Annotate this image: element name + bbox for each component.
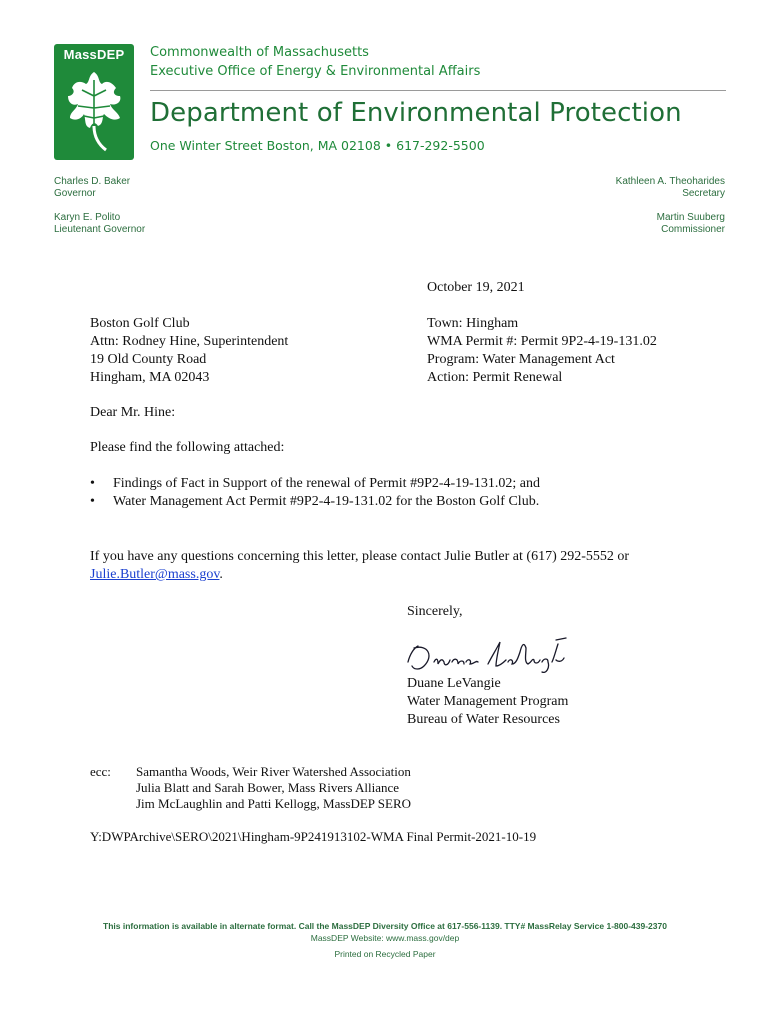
attachments-list [90, 475, 540, 511]
official-name: Kathleen A. Theoharides [615, 176, 725, 187]
official-title: Lieutenant Governor [54, 224, 146, 235]
permit-reference [427, 315, 657, 387]
bullet-icon: • [90, 476, 95, 491]
ecc-recipient: Jim McLaughlin and Patti Kellogg, MassDEP SERO [136, 796, 412, 811]
department-address: One Winter Street Boston, MA 02108 • 617-292-5500 [150, 138, 485, 153]
reference-line: Program: Water Management Act [427, 352, 615, 367]
official-lieutenant-governor [54, 212, 145, 236]
signer-name: Duane LeVangie [407, 676, 501, 691]
recycled-paper-note: Printed on Recycled Paper [334, 949, 436, 959]
official-title: Secretary [682, 188, 725, 199]
website-line: MassDEP Website: www.mass.gov/dep [310, 933, 460, 943]
signer-bureau: Bureau of Water Resources [407, 712, 560, 727]
file-path: Y:DWPArchive\SERO\2021\Hingham-9P241913102-WMA Final Permit-2021-10-19 [90, 829, 537, 844]
executive-office-line: Executive Office of Energy & Environmental Affairs [150, 64, 481, 79]
letter-date: October 19, 2021 [427, 280, 525, 295]
salutation: Dear Mr. Hine: [90, 405, 176, 420]
handwritten-signature [404, 632, 584, 674]
closing: Sincerely, [407, 604, 463, 619]
recipient-address [90, 315, 288, 387]
reference-line: Town: Hingham [427, 316, 519, 331]
bullet-icon: • [90, 494, 95, 509]
contact-end: . [219, 567, 223, 582]
commonwealth-line: Commonwealth of Massachusetts [150, 45, 369, 60]
reference-line: WMA Permit #: Permit 9P2-4-19-131.02 [427, 334, 657, 349]
official-title: Commissioner [661, 224, 725, 235]
reference-line: Action: Permit Renewal [427, 370, 563, 385]
official-title: Governor [54, 188, 96, 199]
official-commissioner [657, 212, 725, 236]
official-name: Karyn E. Polito [54, 212, 121, 223]
list-item-text: Findings of Fact in Support of the renewal of Permit #9P2-4-19-131.02; and [113, 476, 540, 491]
list-item [90, 493, 540, 511]
logo-text: MassDEP [63, 47, 125, 62]
list-item-text: Water Management Act Permit #9P2-4-19-131.02 for the Boston Golf Club. [113, 494, 540, 509]
accessibility-notice: This information is available in alternate format. Call the MassDEP Diversity Office at 617-556-1139. TTY# MassRelay Service 1-800-439-2370 [103, 921, 667, 931]
official-name: Martin Suuberg [656, 212, 725, 223]
intro-paragraph: Please find the following attached: [90, 440, 285, 455]
massdep-logo [54, 44, 134, 160]
official-secretary [616, 176, 725, 200]
department-title: Department of Environmental Protection [150, 98, 682, 128]
oak-leaf-icon [60, 66, 128, 156]
address-line: 19 Old County Road [90, 352, 207, 367]
signer-block [407, 675, 568, 729]
ecc-label: ecc: [90, 764, 111, 779]
list-item [90, 475, 540, 493]
signature-graphic [404, 632, 584, 674]
ecc-recipient: Samantha Woods, Weir River Watershed Association [136, 764, 411, 779]
official-name: Charles D. Baker [54, 176, 131, 187]
address-line: Boston Golf Club [90, 316, 190, 331]
ecc-recipient: Julia Blatt and Sarah Bower, Mass Rivers Alliance [136, 780, 400, 795]
contact-text: If you have any questions concerning this letter, please contact Julie Butler at (617) 292-5552 or [90, 549, 630, 564]
signer-program: Water Management Program [407, 694, 569, 709]
address-line: Attn: Rodney Hine, Superintendent [90, 334, 289, 349]
contact-email-link[interactable]: Julie.Butler@mass.gov [90, 567, 220, 582]
official-governor [54, 176, 130, 200]
contact-paragraph [90, 548, 629, 584]
ecc-list [136, 764, 411, 812]
address-line: Hingham, MA 02043 [90, 370, 210, 385]
header-divider [150, 90, 726, 91]
